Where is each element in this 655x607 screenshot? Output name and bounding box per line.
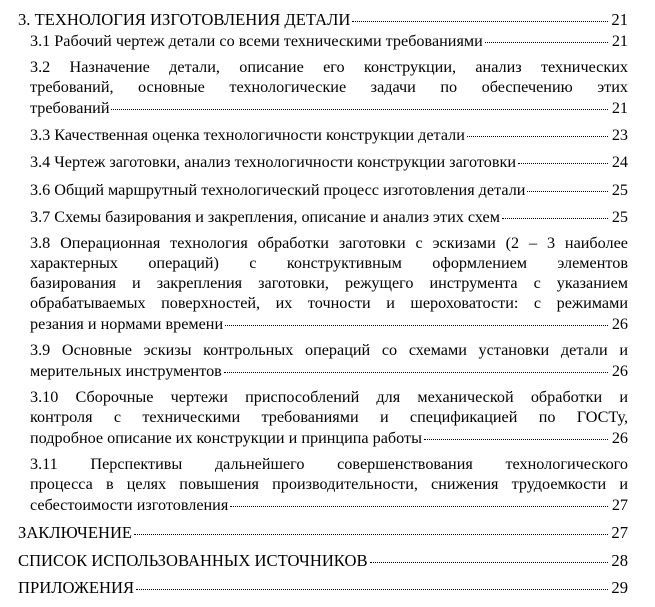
dot-leader xyxy=(352,8,608,25)
toc-page-number: 24 xyxy=(611,153,628,172)
toc-page-number: 23 xyxy=(611,126,628,145)
toc-page-number: 21 xyxy=(611,98,628,117)
toc-entry-line: требований, основные технологические задачи по обеспечению этих xyxy=(30,77,628,96)
toc-entry-3-7[interactable] xyxy=(18,206,628,227)
toc-entry-title: мерительных инструментов xyxy=(30,362,222,381)
toc-entry-line: контроля с техническими требованиями и спецификацией по ГОСТу, xyxy=(30,408,628,427)
toc-entry-title: резания и нормами времени xyxy=(30,314,224,333)
toc-entry-3-11[interactable] xyxy=(18,454,628,515)
toc-entry-3-2[interactable] xyxy=(18,57,628,118)
toc-entry-3-1[interactable] xyxy=(18,30,628,51)
toc-entry-sources[interactable] xyxy=(18,549,628,571)
toc-entry-3-4[interactable] xyxy=(18,151,628,172)
toc-entry-title: 3.6 Общий маршрутный технологический процесс изготовления детали xyxy=(30,180,526,199)
toc-page-number: 25 xyxy=(611,207,628,226)
toc-entry-line: 3.10 Сборочные чертежи приспособлений для механической обработки и xyxy=(30,388,628,407)
toc-page-number: 26 xyxy=(611,429,628,448)
toc-entry-title: 3.7 Схемы базирования и закрепления, описание и анализ этих схем xyxy=(30,207,500,226)
dot-leader xyxy=(225,313,608,329)
toc-entry-3-10[interactable] xyxy=(18,387,628,448)
toc-entry-title: ПРИЛОЖЕНИЯ xyxy=(18,578,135,598)
toc-entry-title: себестоимости изготовления xyxy=(30,496,229,515)
dot-leader xyxy=(224,360,608,376)
toc-page-number: 26 xyxy=(611,362,628,381)
dot-leader xyxy=(230,494,608,510)
dot-leader xyxy=(134,521,608,538)
toc-entry-title: подробное описание их конструкции и принципа работы xyxy=(30,429,422,448)
dot-leader xyxy=(518,151,608,167)
toc-page-number: 27 xyxy=(611,496,628,515)
toc-entry-title: 3. ТЕХНОЛОГИЯ ИЗГОТОВЛЕНИЯ ДЕТАЛИ xyxy=(18,9,351,29)
toc-page-number: 21 xyxy=(611,9,628,29)
dot-leader xyxy=(370,549,608,566)
toc-entry-appendix[interactable] xyxy=(18,577,628,599)
toc-entry-line: процесса в целях повышения производительности, снижения трудоемкости и xyxy=(30,475,628,494)
toc-entry-line: обрабатываемых поверхностей, их точности и шероховатости: с режимами xyxy=(30,293,628,312)
toc-entry-title: СПИСОК ИСПОЛЬЗОВАННЫХ ИСТОЧНИКОВ xyxy=(18,550,368,570)
toc-entry-title: 3.3 Качественная оценка технологичности конструкции детали xyxy=(30,126,465,145)
toc-entry-title: 3.1 Рабочий чертеж детали со всеми техническими требованиями xyxy=(30,31,483,50)
toc-entry-title: требований xyxy=(30,98,110,117)
toc-entry-line: характерных операций) с конструктивным оформлением элементов xyxy=(30,253,628,272)
toc-entry-3-9[interactable] xyxy=(18,340,628,381)
dot-leader xyxy=(136,577,608,594)
toc-page-number: 25 xyxy=(611,180,628,199)
toc-page-number: 21 xyxy=(611,31,628,50)
toc-entry-line: базирования и закрепления заготовки, режущего инструмента с указанием xyxy=(30,273,628,292)
dot-leader xyxy=(111,97,608,113)
dot-leader xyxy=(424,427,608,443)
dot-leader xyxy=(502,206,608,222)
toc-entry-line: 3.9 Основные эскизы контрольных операций со схемами установки детали и xyxy=(30,340,628,359)
toc-entry-chapter-3[interactable] xyxy=(18,8,628,30)
toc-entry-line: 3.2 Назначение детали, описание его конструкции, анализ технических xyxy=(30,57,628,76)
toc-page-number: 28 xyxy=(611,550,628,570)
table-of-contents xyxy=(18,8,628,598)
dot-leader xyxy=(467,124,608,140)
toc-entry-conclusion[interactable] xyxy=(18,521,628,543)
toc-page-number: 27 xyxy=(611,523,628,543)
dot-leader xyxy=(485,30,608,46)
toc-entry-line: 3.8 Операционная технология обработки заготовки с эскизами (2 – 3 наиболее xyxy=(30,233,628,252)
toc-page-number: 26 xyxy=(611,314,628,333)
toc-entry-3-6[interactable] xyxy=(18,178,628,199)
toc-entry-title: ЗАКЛЮЧЕНИЕ xyxy=(18,523,133,543)
toc-entry-title: 3.4 Чертеж заготовки, анализ технологичности конструкции заготовки xyxy=(30,153,517,172)
toc-entry-3-3[interactable] xyxy=(18,124,628,145)
toc-page-number: 29 xyxy=(611,578,628,598)
toc-entry-line: 3.11 Перспективы дальнейшего совершенствования технологического xyxy=(30,455,628,474)
toc-entry-3-8[interactable] xyxy=(18,233,628,334)
dot-leader xyxy=(527,178,608,194)
